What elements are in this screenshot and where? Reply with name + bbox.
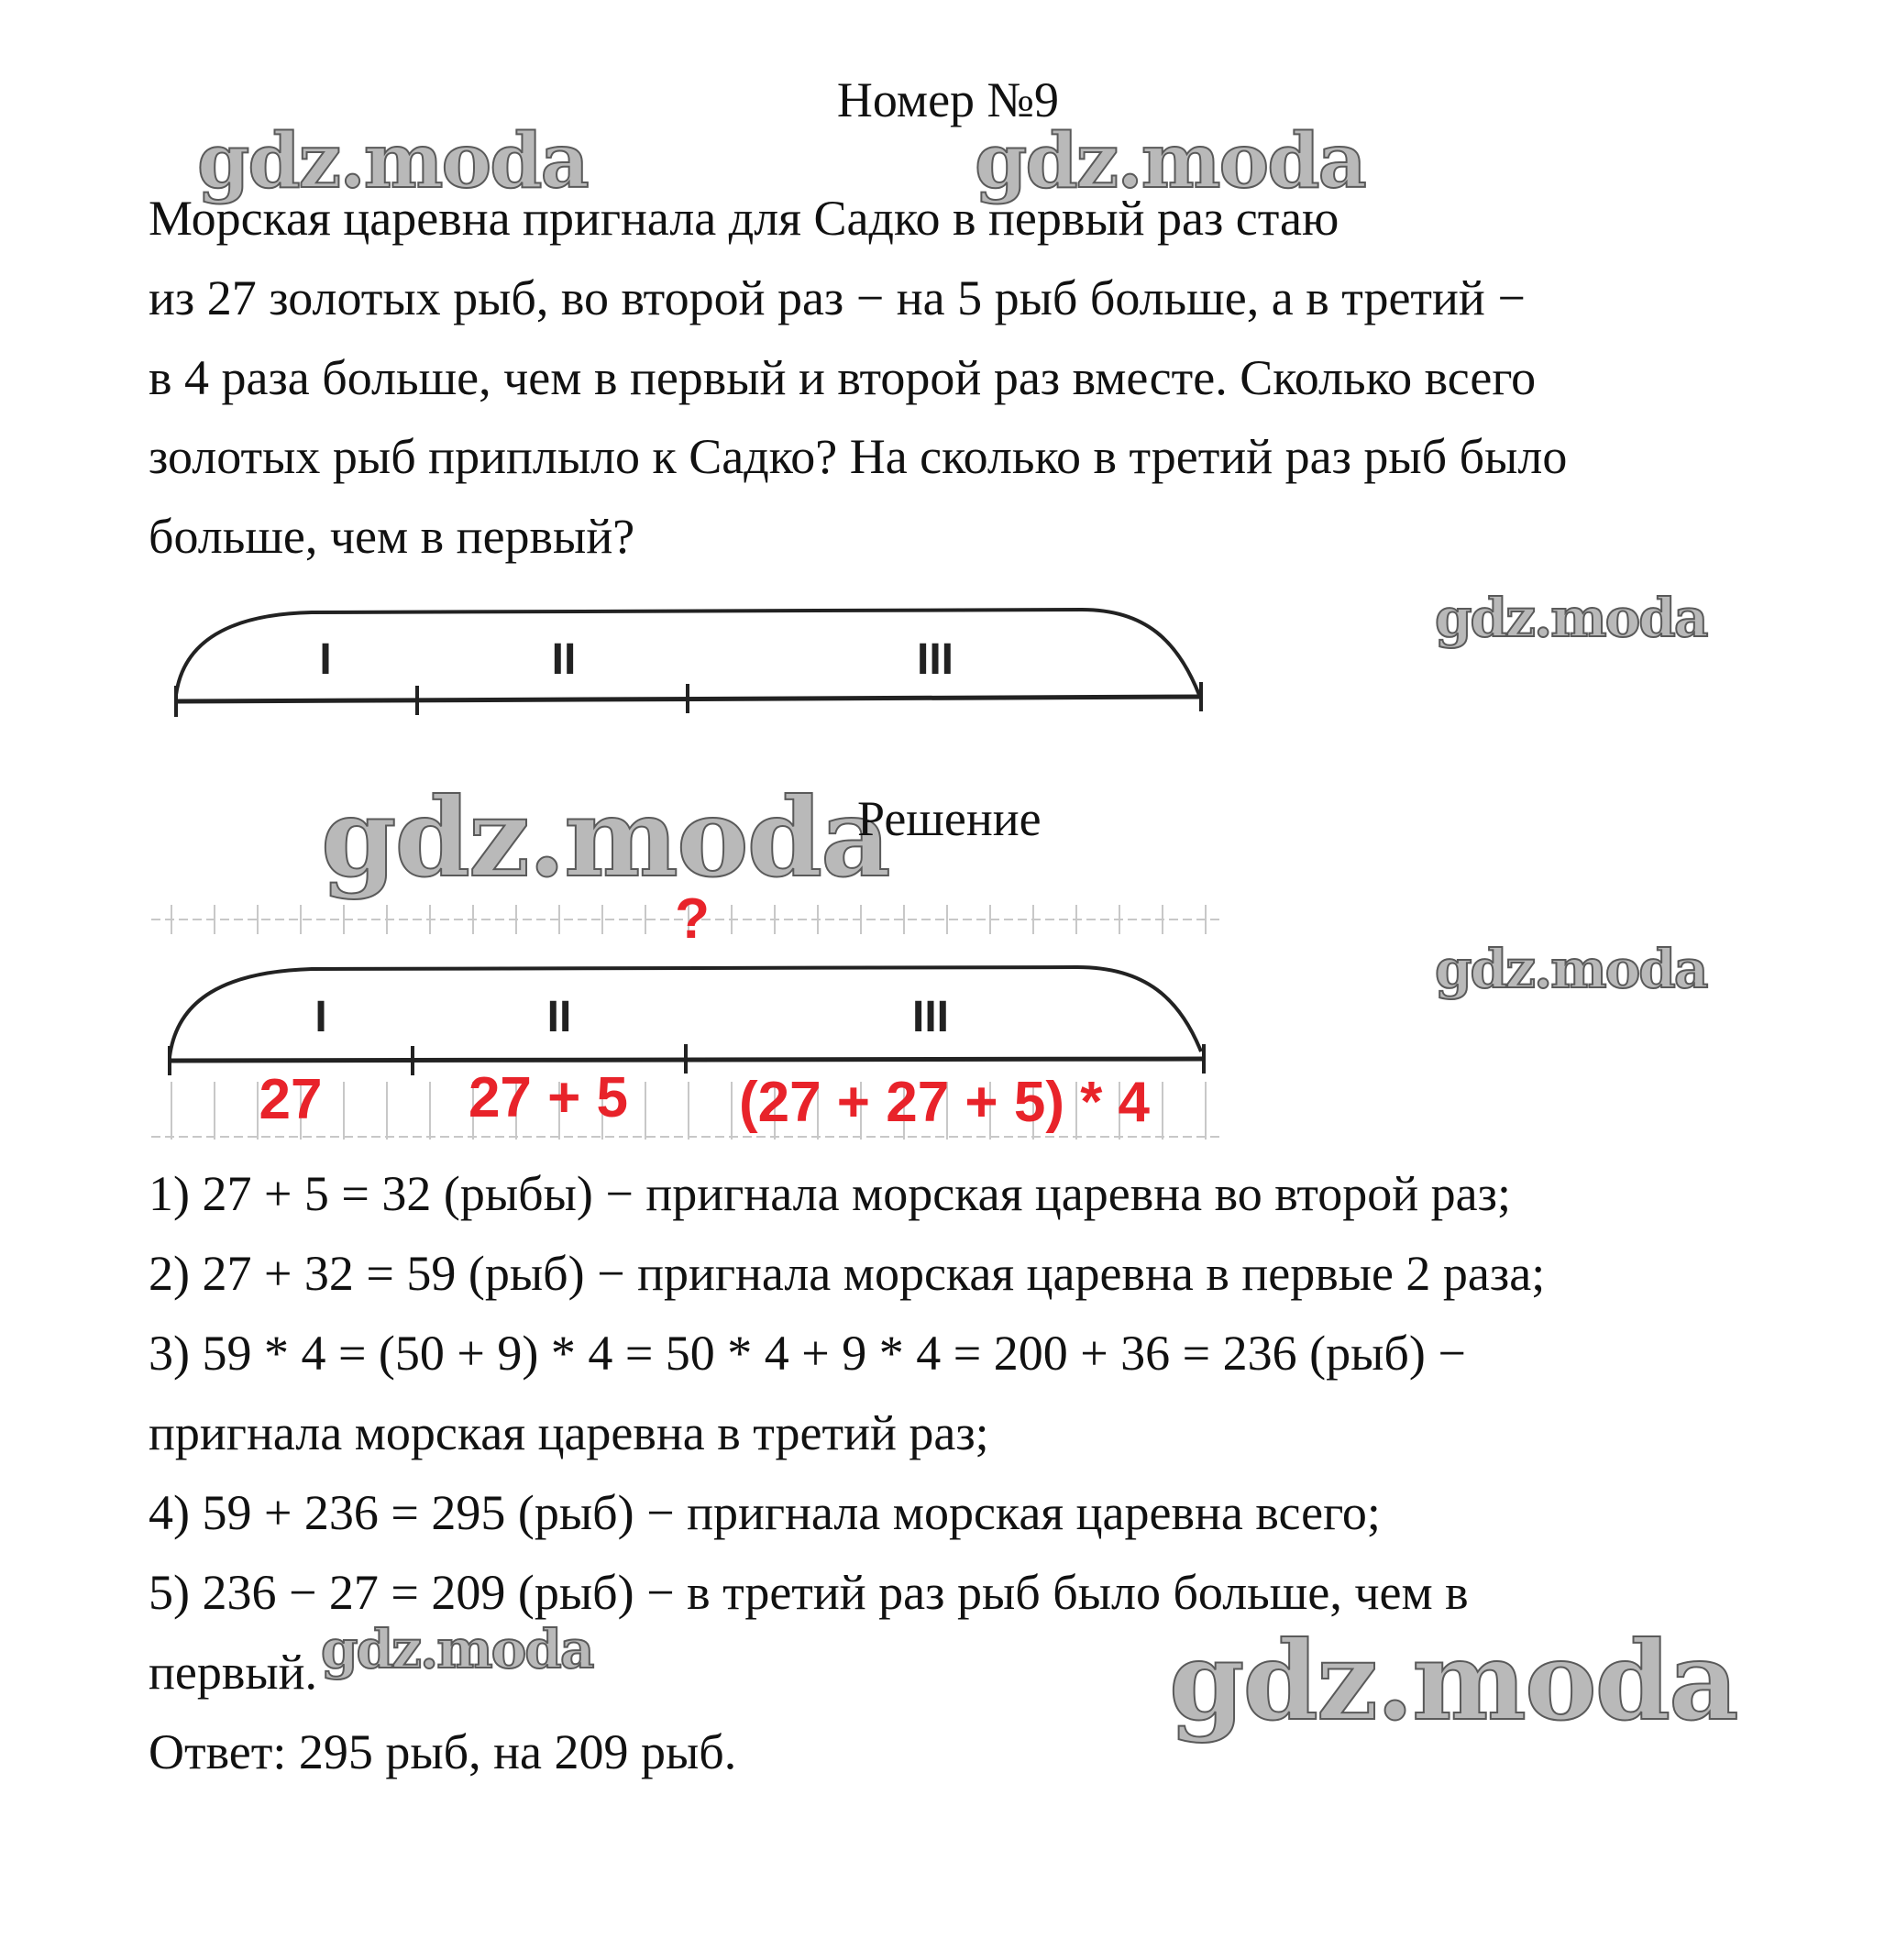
segment-label-3: III — [916, 635, 954, 684]
watermark: gdz.moda — [197, 117, 588, 205]
segment-label-2: II — [551, 635, 577, 684]
segment-diagram — [165, 587, 1229, 733]
problem-line: из 27 золотых рыб, во второй раз − на 5 рыб больше, а в третий − — [149, 270, 1526, 325]
solution-step: 1) 27 + 5 = 32 (рыбы) − пригнала морская царевна во второй раз; — [149, 1166, 1511, 1221]
watermark: gdz.moda — [1169, 1617, 1737, 1745]
segment-label-1: I — [314, 993, 327, 1041]
page-title: Номер №9 — [836, 72, 1060, 127]
answer: Ответ: 295 рыб, на 209 рыб. — [149, 1724, 737, 1779]
watermark: gdz.moda — [321, 1618, 593, 1680]
solution-step: 2) 27 + 32 = 59 (рыб) − пригнала морская царевна в первые 2 раза; — [149, 1246, 1546, 1301]
watermark: gdz.moda — [1435, 938, 1707, 1000]
problem-line: больше, чем в первый? — [149, 509, 635, 564]
value-label-2: 27 + 5 — [468, 1066, 629, 1129]
solution-step: 3) 59 * 4 = (50 + 9) * 4 = 50 * 4 + 9 * 4 = 200 + 36 = 236 (рыб) − — [149, 1326, 1466, 1381]
solution-step: первый. — [149, 1645, 318, 1700]
question-mark: ? — [675, 894, 710, 951]
solution-diagram — [151, 894, 1233, 1146]
problem-line: в 4 раза больше, чем в первый и второй раз вместе. Сколько всего — [149, 350, 1537, 405]
solution-heading: Решение — [857, 791, 1042, 846]
problem-line: золотых рыб приплыло к Садко? На сколько в третий раз рыб было — [149, 429, 1568, 484]
segment-label-3: III — [911, 993, 950, 1041]
solution-step: 5) 236 − 27 = 209 (рыб) − в третий раз рыб было больше, чем в — [149, 1565, 1469, 1620]
watermark: gdz.moda — [975, 117, 1365, 205]
solution-step: пригнала морская царевна в третий раз; — [149, 1405, 989, 1460]
value-label-1: 27 — [259, 1068, 323, 1131]
value-label-3: (27 + 27 + 5) * 4 — [738, 1071, 1151, 1134]
watermark: gdz.moda — [1435, 587, 1707, 649]
problem-line: Морская царевна пригнала для Садко в первый раз стаю — [149, 191, 1339, 246]
segment-label-1: I — [319, 635, 332, 684]
solution-step: 4) 59 + 236 = 295 (рыб) − пригнала морская царевна всего; — [149, 1485, 1381, 1540]
segment-label-2: II — [546, 993, 572, 1041]
watermark: gdz.moda — [321, 774, 889, 901]
